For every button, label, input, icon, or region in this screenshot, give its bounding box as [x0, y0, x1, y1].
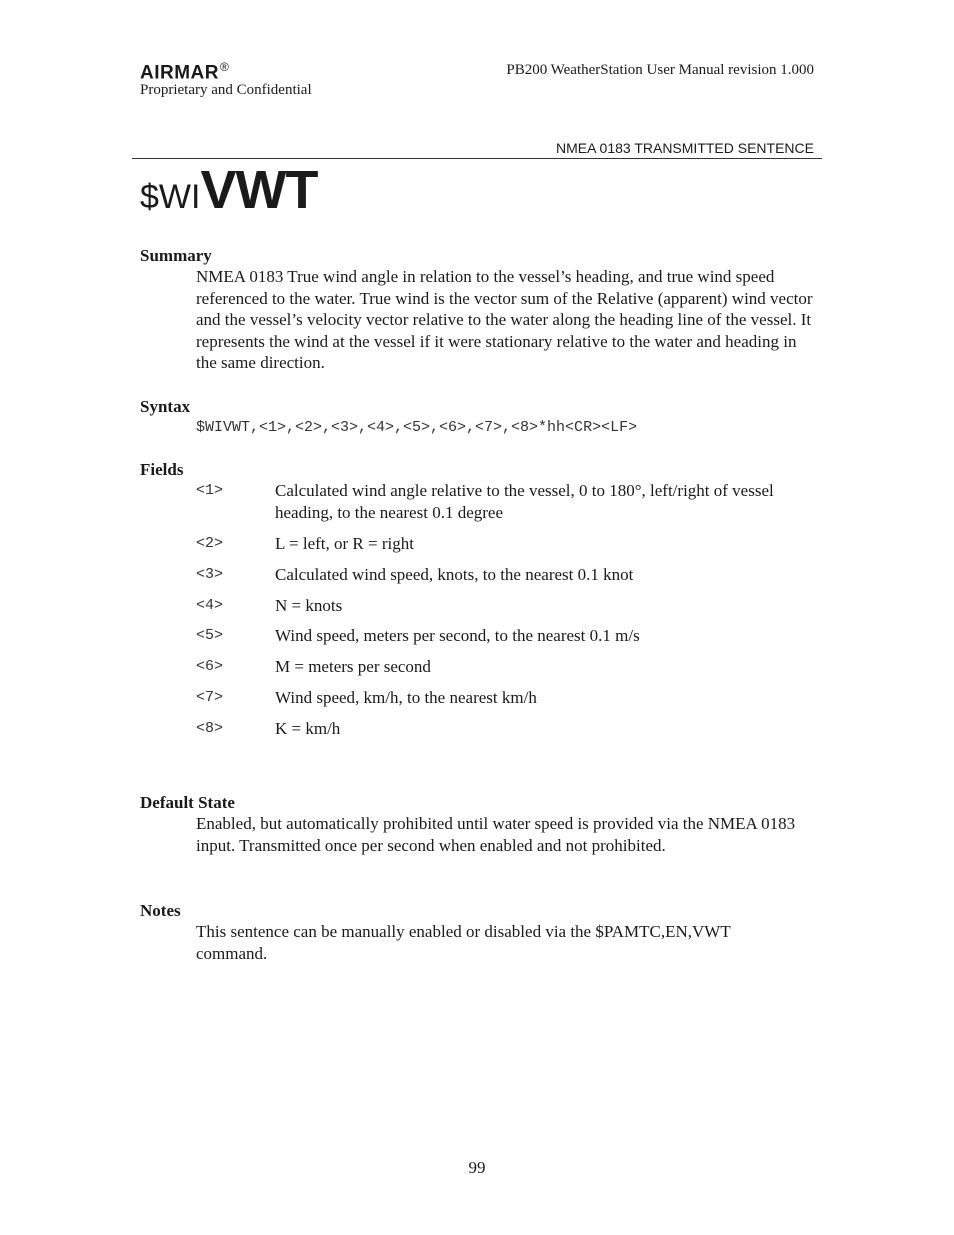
field-description: Wind speed, km/h, to the nearest km/h	[275, 688, 537, 707]
fields-heading: Fields	[140, 460, 184, 479]
logo-text: AIRMAR	[140, 62, 219, 84]
manual-title: PB200 WeatherStation User Manual revision 1.000	[506, 62, 814, 78]
header-divider	[132, 158, 822, 159]
sentence-prefix: $WI	[140, 178, 201, 216]
syntax-text: $WIVWT,<1>,<2>,<3>,<4>,<5>,<6>,<7>,<8>*hh<CR><LF>	[196, 419, 638, 436]
field-key: <7>	[196, 689, 224, 706]
field-key: <6>	[196, 658, 224, 675]
notes-text: This sentence can be manually enabled or disabled via the $PAMTC,EN,VWT command.	[196, 922, 731, 963]
registered-mark: ®	[220, 60, 230, 74]
summary-text: NMEA 0183 True wind angle in relation to the vessel’s heading, and true wind speed referenced to the water. True wind is the vector sum of the Relative (apparent) wind vector and the vessel’s velocity vector relative to the water along the heading line of the vessel. It represents the wind at the vessel if it were stationary relative to the water and heading in the same direction.	[196, 267, 813, 373]
sentence-code: VWT	[200, 160, 318, 220]
field-key: <3>	[196, 566, 224, 583]
field-description: Calculated wind speed, knots, to the nearest 0.1 knot	[275, 565, 634, 584]
field-description: M = meters per second	[275, 657, 431, 676]
summary-heading: Summary	[140, 246, 212, 265]
field-key: <5>	[196, 627, 224, 644]
default-state-heading: Default State	[140, 793, 235, 812]
field-description: K = km/h	[275, 719, 341, 738]
field-key: <2>	[196, 535, 224, 552]
default-state-text: Enabled, but automatically prohibited until water speed is provided via the NMEA 0183 input. Transmitted once per second when enabled and not prohibited.	[196, 814, 796, 855]
notes-heading: Notes	[140, 901, 181, 920]
section-label: NMEA 0183 TRANSMITTED SENTENCE	[555, 140, 814, 156]
field-key: <1>	[196, 482, 224, 499]
field-key: <4>	[196, 597, 224, 614]
field-key: <8>	[196, 720, 224, 737]
field-description: L = left, or R = right	[275, 534, 414, 553]
field-description: Wind speed, meters per second, to the nearest 0.1 m/s	[275, 626, 640, 645]
sentence-title	[140, 160, 317, 234]
confidentiality-notice: Proprietary and Confidential	[140, 82, 312, 98]
syntax-heading: Syntax	[140, 397, 191, 416]
field-description: N = knots	[275, 596, 343, 615]
field-description: Calculated wind angle relative to the vessel, 0 to 180°, left/right of vessel heading, to the nearest 0.1 degree	[275, 481, 774, 522]
page-number: 99	[468, 1158, 486, 1177]
